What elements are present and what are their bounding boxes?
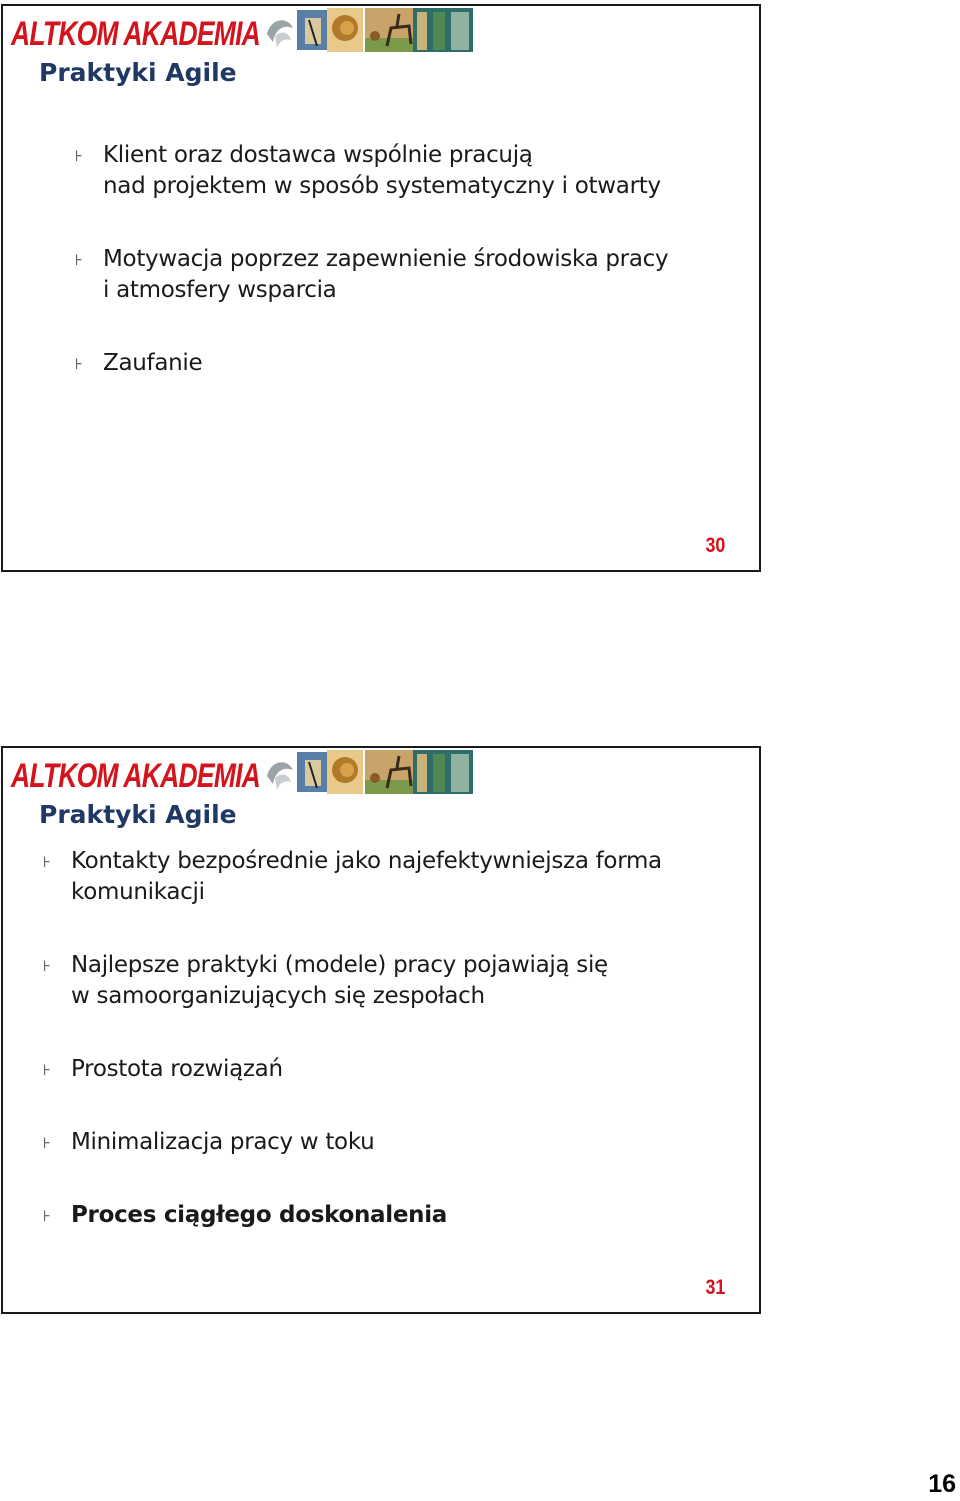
bullet-text: Najlepsze praktyki (modele) pracy pojawiają się <box>71 952 608 978</box>
bullet-text: Zaufanie <box>103 350 203 376</box>
slide-title: Praktyki Agile <box>39 58 237 87</box>
bullet-text: Prostota rozwiązań <box>71 1056 283 1082</box>
slide-title: Praktyki Agile <box>39 800 237 829</box>
bullet-item <box>75 140 735 202</box>
bullet-icon: ⊦ <box>43 853 51 871</box>
bullet-icon: ⊦ <box>43 1207 51 1225</box>
slide-page-number: 31 <box>705 1276 725 1299</box>
header-image-strip-icon <box>261 748 473 794</box>
bullet-item <box>75 244 735 306</box>
bullet-text: nad projektem w sposób systematyczny i otwarty <box>103 173 661 199</box>
bullet-text: komunikacji <box>71 879 205 905</box>
bullet-item <box>43 1054 743 1085</box>
bullet-icon: ⊦ <box>43 1134 51 1152</box>
bullet-item <box>43 950 743 1012</box>
altkom-akademia-logo <box>11 752 261 800</box>
bullet-text: i atmosfery wsparcia <box>103 277 337 303</box>
bullet-icon: ⊦ <box>75 147 83 165</box>
header-image-strip-icon <box>261 6 473 52</box>
bullet-item <box>43 1200 743 1231</box>
slide-31 <box>1 746 761 1314</box>
bullet-text: Kontakty bezpośrednie jako najefektywniejsza forma <box>71 848 662 874</box>
logo-text: ALTKOM AKADEMIA <box>11 15 261 53</box>
slide-page-number: 30 <box>705 534 725 557</box>
altkom-akademia-logo <box>11 10 261 58</box>
bullet-icon: ⊦ <box>43 1061 51 1079</box>
bullet-list <box>43 846 743 1273</box>
bullet-text: Proces ciągłego doskonalenia <box>71 1202 448 1228</box>
slide-30 <box>1 4 761 572</box>
bullet-text: Klient oraz dostawca wspólnie pracują <box>103 142 533 168</box>
bullet-text: Motywacja poprzez zapewnienie środowiska pracy <box>103 246 669 272</box>
bullet-icon: ⊦ <box>75 251 83 269</box>
bullet-list <box>75 140 735 421</box>
bullet-item <box>43 846 743 908</box>
bullet-item <box>75 348 735 379</box>
bullet-item <box>43 1127 743 1158</box>
bullet-icon: ⊦ <box>75 355 83 373</box>
bullet-text: Minimalizacja pracy w toku <box>71 1129 375 1155</box>
sheet-page-number: 16 <box>928 1470 956 1498</box>
bullet-icon: ⊦ <box>43 957 51 975</box>
bullet-text: w samoorganizujących się zespołach <box>71 983 485 1009</box>
logo-text: ALTKOM AKADEMIA <box>11 757 261 795</box>
